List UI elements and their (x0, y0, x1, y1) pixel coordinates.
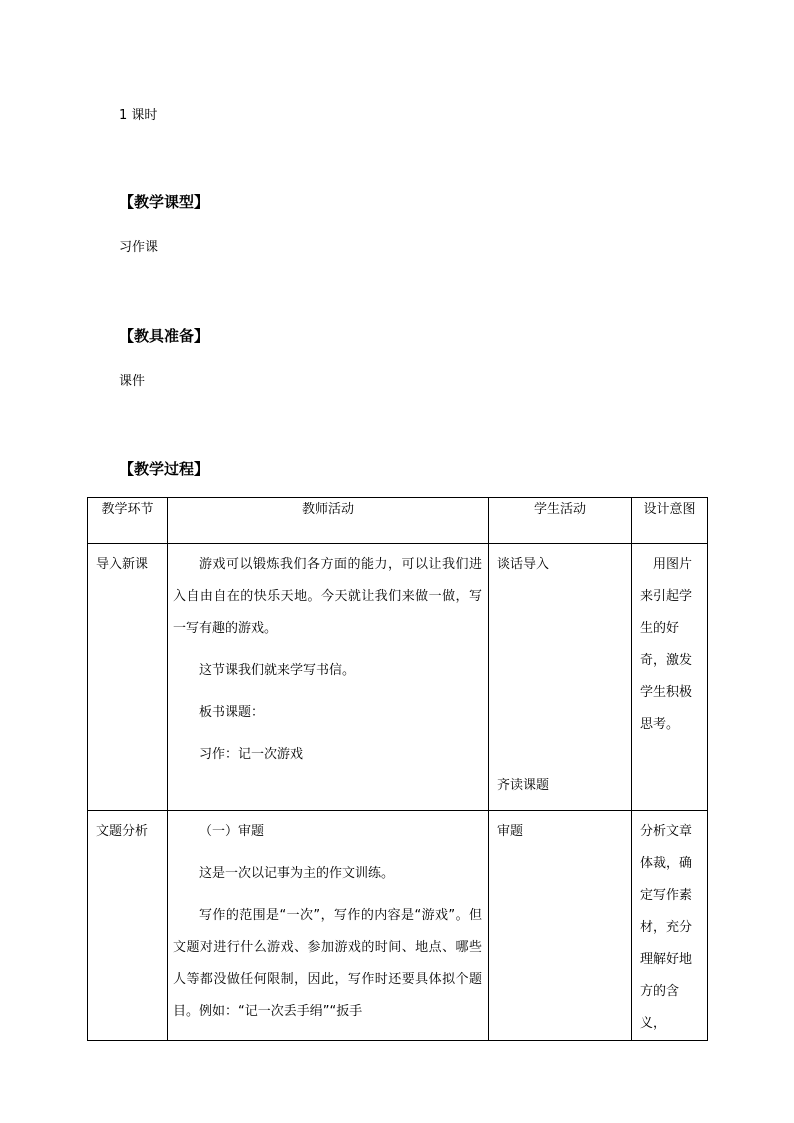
section-value-type: 习作课 (119, 240, 159, 255)
teacher-activity-cell (168, 811, 489, 1041)
teacher-paragraph: 这节课我们就来学写书信。 (199, 663, 356, 678)
table-row (88, 544, 708, 811)
header-cell-intent (632, 498, 708, 544)
stage-cell (88, 811, 168, 1041)
section-heading-process: 【教学过程】 (119, 460, 210, 478)
section-heading-type: 【教学课型】 (119, 193, 210, 211)
student-activity-cell (489, 544, 632, 811)
section-value-tools: 课件 (119, 374, 146, 389)
student-activity-top: 谈话导入 (497, 557, 550, 572)
teacher-paragraph: 游戏可以锻炼我们各方面的能力，可以让我们进入自由自在的快乐天地。今天就让我们来做一做，写一写有趣的游戏。 (173, 557, 482, 636)
stage-label: 文题分析 (96, 824, 149, 839)
lesson-hours: 1 课时 (119, 108, 158, 123)
header-stage-label: 教学环节 (101, 502, 154, 517)
teacher-paragraph: 写作的范围是“一次”，写作的内容是“游戏”。但文题对进行什么游戏、参加游戏的时间、地点、哪些人等都没做任何限制，因此，写作时还要具体拟个题目。例如：“记一次丢手绢”“扳手 (173, 908, 482, 1019)
student-activity-cell (489, 811, 632, 1041)
header-cell-stage (88, 498, 168, 544)
design-intent-cell (632, 544, 708, 811)
header-teacher-label: 教师活动 (301, 502, 354, 517)
design-intent-cell (632, 811, 708, 1041)
header-cell-teacher (168, 498, 489, 544)
stage-cell (88, 544, 168, 811)
table-header-row (88, 498, 708, 544)
teacher-activity-cell (168, 544, 489, 811)
header-student-label: 学生活动 (533, 502, 586, 517)
teacher-paragraph: 这是一次以记事为主的作文训练。 (199, 866, 395, 881)
teaching-process-table (87, 497, 708, 1041)
section-heading-tools: 【教具准备】 (119, 327, 210, 345)
teacher-paragraph: 习作：记一次游戏 (199, 747, 304, 762)
table-row (88, 811, 708, 1041)
student-activity-top: 审题 (497, 824, 524, 839)
header-intent-label: 设计意图 (643, 502, 696, 517)
stage-label: 导入新课 (96, 557, 149, 572)
teacher-paragraph: （一）审题 (199, 824, 265, 839)
design-intent-text: 分析文章体裁，确定写作素材，充分理解好地方的含义， (640, 824, 693, 1031)
design-intent-text: 用图片来引起学生的好奇，激发学生积极思考。 (640, 557, 693, 732)
student-activity-bottom: 齐读课题 (497, 778, 550, 793)
header-cell-student (489, 498, 632, 544)
teacher-paragraph: 板书课题： (199, 705, 265, 720)
